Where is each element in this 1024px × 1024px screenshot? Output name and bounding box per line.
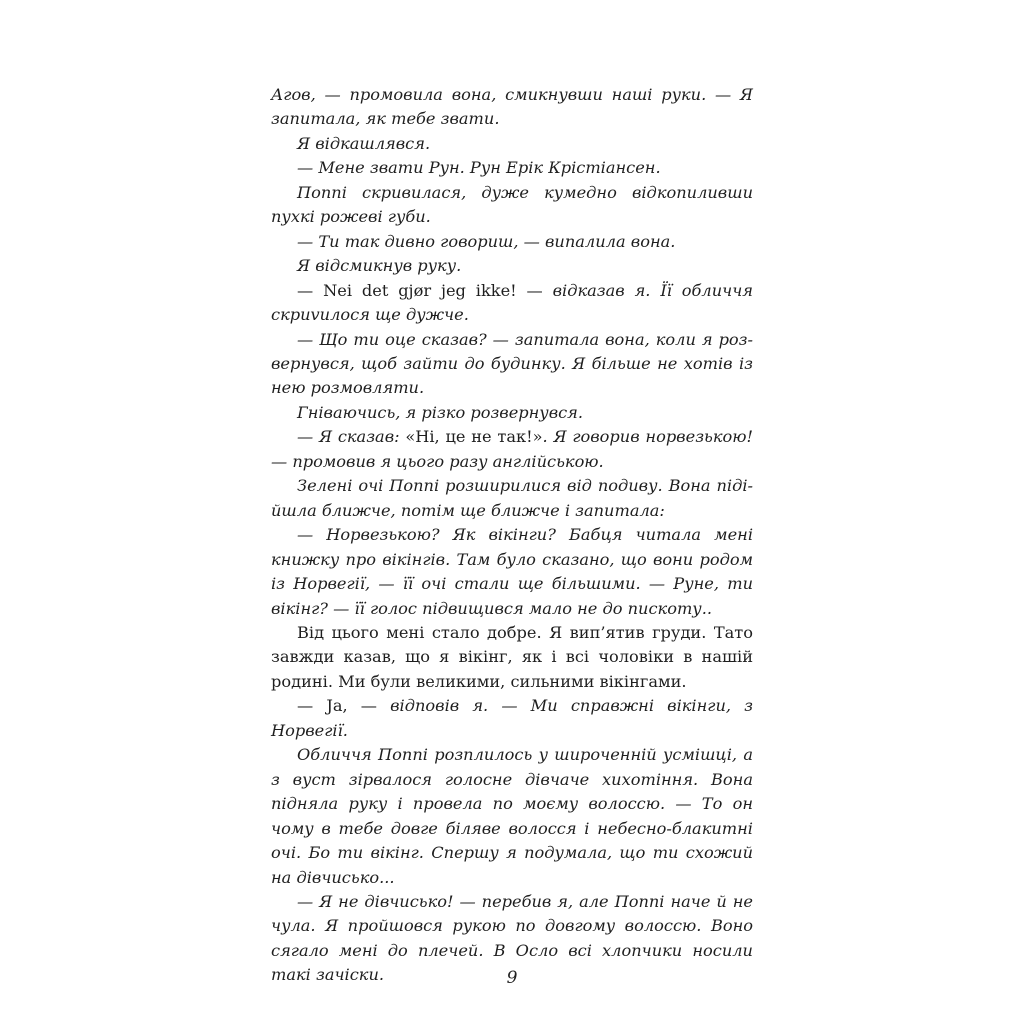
text-span: — Норвезькою? Як вікінги? Бабця читала мені книжку про вікінгів. Там було сказано, що вони родом із Норвегії, — її очі стали ще більшими. — Руне, ти вікінг? — її голос підвищився мало не до пискоту.. [271, 525, 753, 618]
paragraph [271, 83, 753, 132]
paragraph [271, 743, 753, 890]
text-span: Поппі скривилася, дуже кумедно відкопиливши пухкі рожеві губи. [271, 182, 753, 227]
paragraph [271, 279, 753, 328]
text-span: відповів я. — Ми справжні вікінги, з Норвегії. [271, 696, 753, 740]
paragraph [271, 254, 753, 278]
paragraph [271, 156, 753, 180]
text-span: Гніваючись, я різко розвернувся. [297, 402, 584, 422]
text-span: Зелені очі Поппі розширилися від подиву. Вона підійшла ближче, потім ще ближче і запитала: [271, 476, 753, 520]
text-span: Я відкашлявся. [297, 133, 431, 153]
text-span-norwegian: — Nei det gjør jeg ikke! — [297, 280, 553, 300]
text-span: Від цього мені стало добре. Я вип’ятив груди. Тато завжди казав, що я вікінг, як і всі чоловіки в нашій родині. Ми були великими, сильними вікінгами. [271, 622, 753, 691]
paragraph [271, 181, 753, 230]
paragraph [271, 230, 753, 254]
paragraph [271, 523, 753, 621]
text-span: — Я сказав: [297, 427, 406, 447]
text-span: відказав я. Її обличчя скриvилося ще дужче. [271, 280, 753, 325]
text-span-norwegian: — Ja, — [297, 696, 391, 716]
paragraph [271, 401, 753, 425]
paragraph [271, 132, 753, 156]
paragraph [271, 328, 753, 401]
paragraph [271, 474, 753, 523]
book-page-text [271, 83, 753, 988]
text-span: — Мене звати Рун. Рун Ерік Крістіансен. [297, 158, 661, 178]
page-number: 9 [506, 968, 518, 988]
text-span: — Ти так дивно говориш, — випалила вона. [297, 231, 676, 251]
text-span: Я відсмикнув руку. [297, 256, 462, 276]
paragraph [271, 425, 753, 474]
paragraph [271, 621, 753, 694]
text-span: . Я говорив норвезькою! — промовив я цього разу англійською. [271, 427, 753, 471]
text-span-quote: «Ні, це не так!» [405, 427, 543, 447]
text-span: Агов, — промовила вона, смикнувши наші руки. — Я запитала, як тебе звати. [271, 85, 753, 129]
text-span: — Що ти оце сказав? — запитала вона, коли я розвернувся, щоб зайти до будинку. Я більше не хотів із нею розмовляти. [271, 329, 753, 398]
paragraph [271, 694, 753, 743]
text-span: Обличчя Поппі розплилось у широченній усмішці, а з вуст зірвалося голосне дівчаче хихотіння. Вона підняла руку і провела по моєму волоссю. — То он чому в тебе довге біляве волосся і небесно-блакитні очі. Бо ти вікінг. Спершу я подумала, що ти схожий на дівчисько... [271, 745, 753, 887]
text-span: — Я не дівчисько! — перебив я, але Поппі наче й не чула. Я пройшовся рукою по довгому волоссю. Воно сягало мені до плечей. В Осло всі хлопчики носили такі зачіски. [271, 891, 753, 985]
